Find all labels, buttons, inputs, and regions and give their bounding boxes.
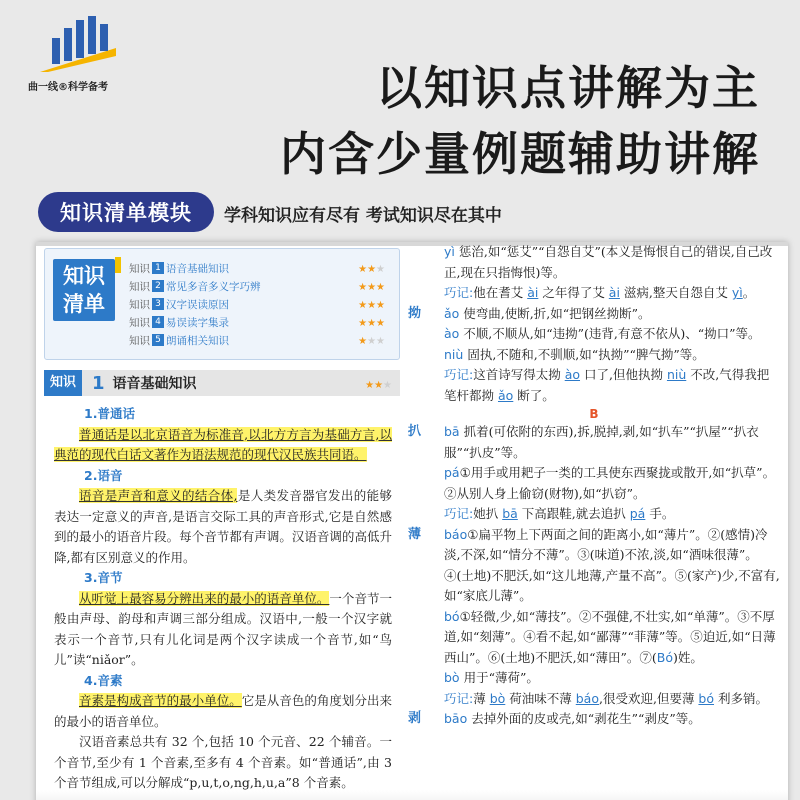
dictionary-entry-bo (408, 709, 780, 730)
paragraph-phoneme-count: 汉语音素总共有 32 个,包括 10 个元音、22 个辅音。一个音节,至少有 1 个音素,至多有 4 个音素。如“普通话”,由 3 个音节组成,可以分解成“p,u,t,o,ng,h,u,a”8 个音素。 (54, 734, 392, 790)
headword: 薄 (408, 526, 422, 542)
subheading-yuyin: 2.语音 (84, 467, 123, 483)
paragraph-text: 它是从音色的角度划分出来的最小的语音单位。 (54, 693, 392, 729)
meaning-text: 去掉外面的皮或壳,如“剥花生”“剥皮”等。 (471, 711, 701, 726)
pinyin: niù (666, 367, 687, 382)
module-subtitle: 学科知识应有尽有 考试知识尽在其中 (224, 206, 502, 226)
star-rating (355, 279, 385, 297)
pinyin: pá (444, 465, 460, 480)
star-filled-icon: ★ (365, 380, 375, 391)
pinyin: báo (444, 526, 468, 542)
section-tag: 知识 (44, 370, 82, 396)
mnemonic (444, 365, 780, 406)
item-number: 3 (152, 298, 164, 310)
mnemonic-text: 她扒 (473, 506, 503, 521)
star-filled-icon: ★ (358, 318, 368, 329)
mnemonic-label: 巧记: (444, 367, 474, 382)
subheading-yinjie: 3.音节 (84, 570, 123, 585)
pinyin: niù (444, 346, 464, 362)
highlight-definition: 从听觉上最容易分辨出来的最小的语音单位。 (79, 590, 330, 606)
star-empty-icon: ★ (376, 264, 385, 275)
book-page (36, 242, 788, 800)
star-filled-icon: ★ (358, 336, 368, 347)
pinyin: ào (444, 326, 460, 341)
pinyin: bā (502, 506, 518, 521)
dictionary-entry-ai-cont (408, 242, 780, 283)
pinyin: báo (575, 690, 599, 706)
mnemonic-text: 滋病,整天自怨自艾 (619, 285, 732, 300)
mnemonic-text: 他在耆艾 (473, 285, 528, 300)
pinyin: ài (608, 285, 620, 300)
mnemonic-text: 口了,但他执拗 (580, 367, 667, 382)
difficulty-ratings (355, 261, 385, 351)
highlight-definition: 音素是构成音节的最小单位。 (79, 693, 242, 708)
paragraph-text: 是人类发音器官发出的能够表达一定意义的声音,是语言交际工具的声音形式,它是自然感到的最小的语音片段。每个音节都有声调。汉语音调的高低升降,都有区别意义的作用。 (54, 488, 392, 565)
mnemonic-text: 薄 (473, 690, 490, 706)
meaning-text: 使弯曲,使断,折,如“把钢丝拗断”。 (463, 305, 651, 321)
star-filled-icon: ★ (376, 318, 385, 329)
left-column (44, 248, 400, 794)
mnemonic (444, 689, 780, 710)
mnemonic-text: 断了。 (513, 387, 555, 403)
paragraph-yinjie (54, 589, 392, 671)
meaning (444, 525, 780, 607)
star-filled-icon: ★ (367, 264, 377, 275)
bookmark-flag-icon (115, 257, 121, 273)
meaning (444, 304, 780, 325)
brand-name: 曲一线®科学备考 (28, 82, 108, 93)
star-rating (355, 333, 385, 351)
logo-bars-icon (38, 16, 118, 72)
dictionary-entry-niu (408, 304, 780, 407)
item-prefix: 知识 (129, 298, 150, 311)
star-filled-icon: ★ (374, 380, 384, 391)
knowledge-list-title (53, 259, 115, 321)
item-label: 常见多音多义字巧辨 (166, 280, 261, 293)
subheading-putonghua: 1.普通话 (84, 406, 135, 421)
meaning (444, 422, 780, 463)
star-filled-icon: ★ (367, 318, 377, 329)
right-column (408, 242, 780, 730)
item-prefix: 知识 (129, 262, 150, 275)
knowledge-list-box (44, 248, 400, 360)
section-header (44, 370, 400, 396)
meaning-text: ①轻微,少,如“薄技”。②不强健,不壮实,如“单薄”。③不厚道,如“刻薄”。④看不起,如“鄙薄”“菲薄”等。⑤迫近,如“日薄西山”。⑥(土地)不肥沃,如“薄田”。⑦( (444, 608, 776, 665)
section-star-rating (365, 377, 392, 395)
mnemonic-label: 巧记: (444, 506, 474, 521)
pinyin: bāo (444, 711, 468, 726)
knowledge-list-item (129, 277, 379, 295)
knowledge-list-items (129, 259, 379, 349)
headword: 剥 (408, 711, 422, 726)
item-label: 语音基础知识 (166, 262, 229, 275)
meaning-text: )姓。 (673, 649, 703, 665)
star-rating (355, 297, 385, 315)
pinyin: ǎo (444, 305, 460, 321)
item-label: 汉字误读原因 (166, 298, 229, 311)
meaning (444, 463, 780, 504)
subheading-yinsu: 4.音素 (84, 672, 123, 688)
letter-divider: B (589, 407, 599, 421)
star-empty-icon: ★ (367, 336, 377, 347)
star-filled-icon: ★ (358, 264, 368, 275)
item-prefix: 知识 (129, 334, 150, 347)
pinyin: bò (489, 690, 506, 706)
item-number: 4 (152, 316, 164, 328)
pinyin: ào (564, 367, 581, 382)
star-filled-icon: ★ (367, 282, 377, 293)
section-number: 1 (92, 372, 105, 394)
mnemonic-text: 利多销。 (714, 690, 768, 706)
pinyin: ài (527, 285, 539, 300)
meaning-text: ①用手或用耙子一类的工具使东西聚拢或散开,如“扒草”。②从别人身上偷窃(财物),如“扒窃”。 (444, 465, 776, 501)
paragraph-text: 一个音节一般由声母、韵母和声调三部分组成。汉语中,一般一个汉字就表示一个音节,只有儿化词是两个汉字读成一个音节,如“鸟儿”读“niǎor”。 (54, 590, 392, 667)
entry-meaning: 惩治,如“惩艾”“自怨自艾”(本义是悔恨自己的错误,自己改正,现在只指悔恨)等。 (444, 244, 773, 280)
mnemonic-text: 这首诗写得太拗 (473, 367, 565, 382)
headline-line-2: 内含少量例题辅助讲解 (280, 127, 760, 181)
item-number: 5 (152, 334, 164, 346)
item-prefix: 知识 (129, 280, 150, 293)
star-filled-icon: ★ (376, 300, 385, 311)
pinyin: yì (731, 285, 743, 300)
star-rating (355, 261, 385, 279)
pinyin: bò (444, 670, 460, 685)
knowledge-list-item (129, 313, 379, 331)
page-bottom-fade (36, 790, 788, 800)
pinyin: Bó (656, 649, 674, 665)
item-number: 1 (152, 262, 164, 274)
mnemonic-text: 手。 (645, 506, 675, 521)
item-prefix: 知识 (129, 316, 150, 329)
pinyin: bó (698, 690, 715, 706)
star-filled-icon: ★ (367, 300, 377, 311)
meaning (444, 345, 780, 366)
dictionary-entry-ba (408, 422, 780, 525)
highlight-definition: 语音是声音和意义的结合体, (79, 488, 238, 503)
mnemonic-text: ,很受欢迎,但要薄 (599, 690, 699, 706)
pinyin: ǎo (497, 387, 514, 403)
dictionary-entry-bao (408, 525, 780, 710)
highlight-definition: 普通话是以北京语音为标准音,以北方方言为基础方言,以典范的现代白话文著作为语法规范的现代汉民族共同语。 (54, 426, 392, 462)
knowledge-list-item (129, 331, 379, 349)
paragraph-yuyin (54, 486, 392, 568)
mnemonic-label: 巧记: (444, 690, 474, 706)
meaning (444, 668, 780, 689)
headline-line-1: 以知识点讲解为主 (376, 61, 760, 115)
star-filled-icon: ★ (358, 282, 368, 293)
mnemonic-text: 不改,气得我把笔杆都拗 (444, 367, 770, 403)
item-label: 易误读字集录 (166, 316, 229, 329)
meaning (444, 607, 780, 669)
knowledge-list-title-line2: 清单 (63, 292, 105, 316)
section-title: 语音基础知识 (112, 376, 197, 392)
star-filled-icon: ★ (376, 282, 385, 293)
mnemonic-ai (408, 283, 780, 304)
module-badge: 知识清单模块 (38, 192, 214, 232)
knowledge-list-item (129, 295, 379, 313)
pinyin: pá (629, 506, 646, 521)
pinyin: bó (444, 608, 460, 624)
mnemonic-text: 。 (742, 285, 756, 300)
mnemonic (444, 504, 780, 525)
pinyin: yì (444, 244, 455, 259)
section-body (44, 404, 400, 794)
mnemonic-text: 下高跟鞋,就去追扒 (517, 506, 630, 521)
meaning (444, 324, 780, 345)
mnemonic-label: 巧记: (444, 285, 474, 300)
meaning-text: 不顺,不顺从,如“违拗”(违背,有意不依从)、“拗口”等。 (463, 326, 761, 341)
mnemonic-text: 荷油味不薄 (505, 690, 576, 706)
pinyin: bā (444, 424, 460, 439)
headword: 拗 (408, 305, 422, 321)
meaning-text: ①扁平物上下两面之间的距离小,如“薄片”。②(感情)冷淡,不深,如“情分不薄”。③(味道)不浓,淡,如“酒味很薄”。④(土地)不肥沃,如“这儿地薄,产量不高”。⑤(家产)少,不富有,如“家底儿薄”。 (444, 526, 780, 603)
star-empty-icon: ★ (376, 336, 385, 347)
knowledge-list-item (129, 259, 379, 277)
meaning-text: 抓着(可依附的东西),拆,脱掉,剥,如“扒车”“扒屋”“扒衣服”“扒皮”等。 (444, 424, 759, 460)
item-number: 2 (152, 280, 164, 292)
star-empty-icon: ★ (383, 380, 392, 391)
mnemonic-text: 之年得了艾 (538, 285, 609, 300)
meaning-text: 用于“薄荷”。 (463, 670, 539, 685)
star-filled-icon: ★ (358, 300, 368, 311)
paragraph-yinsu (54, 691, 392, 732)
paragraph-putonghua (54, 425, 392, 466)
knowledge-list-title-line1: 知识 (63, 264, 105, 288)
brand-logo (28, 16, 128, 96)
item-label: 朗诵相关知识 (166, 334, 229, 347)
star-rating (355, 315, 385, 333)
meaning-text: 固执,不随和,不驯顺,如“执拗”“脾气拗”等。 (467, 346, 705, 362)
headword: 扒 (408, 424, 422, 439)
